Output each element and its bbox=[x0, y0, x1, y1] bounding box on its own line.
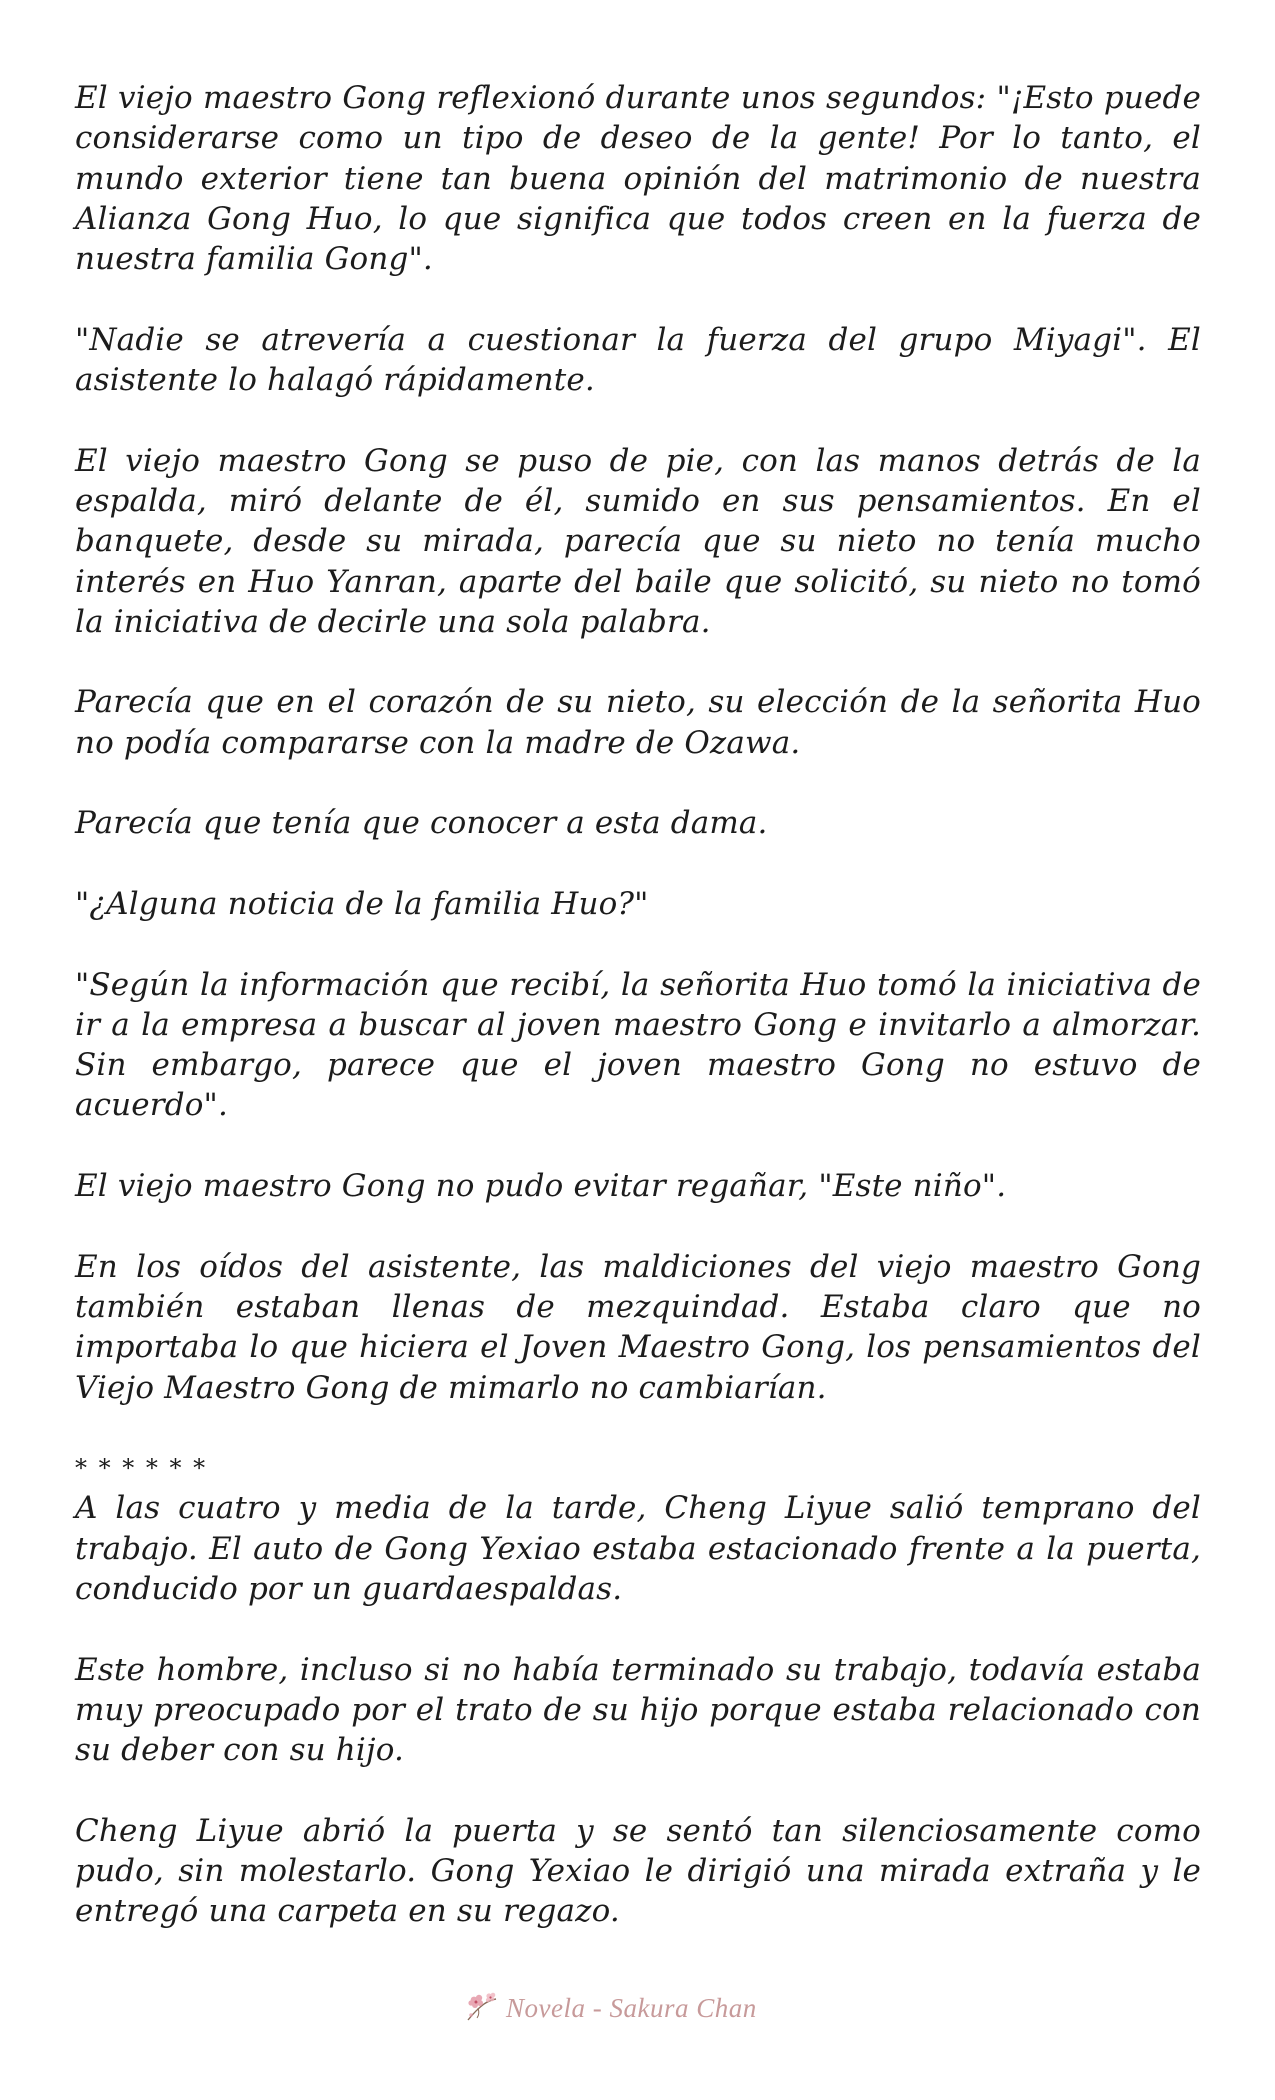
paragraph-11: Este hombre, incluso si no había terminado su trabajo, todavía estaba muy preocupado por el trato de su hijo porque estaba relacionado con su deber con su hijo. bbox=[75, 1651, 1201, 1769]
paragraph-gap bbox=[75, 763, 1201, 803]
paragraph-3: El viejo maestro Gong se puso de pie, con las manos detrás de la espalda, miró delante de él, sumido en sus pensamientos. En el banquete, desde su mirada, parecía que su nieto no tenía mucho interés en Huo Yanran, aparte del baile que solicitó, su nieto no tomó la iniciativa de decirle una sola palabra. bbox=[75, 442, 1201, 640]
scene-separator: * * * * * * bbox=[75, 1454, 208, 1483]
watermark-text: Novela - Sakura Chan bbox=[506, 1992, 757, 2023]
paragraph-gap bbox=[75, 400, 1201, 440]
paragraph-5: Parecía que tenía que conocer a esta dama. bbox=[75, 805, 768, 842]
paragraph-gap bbox=[75, 642, 1201, 682]
sakura-blossom-icon bbox=[462, 1990, 502, 2026]
paragraph-gap bbox=[75, 279, 1201, 319]
paragraph-12: Cheng Liyue abrió la puerta y se sentó tan silenciosamente como pudo, sin molestarlo. Gong Yexiao le dirigió una mirada extraña y le entregó una carpeta en su regazo. bbox=[75, 1812, 1201, 1930]
watermark bbox=[462, 1988, 842, 2028]
paragraph-9: En los oídos del asistente, las maldiciones del viejo maestro Gong también estaban llenas de mezquindad. Estaba claro que no importaba lo que hiciera el Joven Maestro Gong, los pensamientos del Viejo Maestro Gong de mimarlo no cambiarían. bbox=[75, 1248, 1201, 1406]
paragraph-1: El viejo maestro Gong reflexionó durante unos segundos: "¡Esto puede considerarse como un tipo de deseo de la gente! Por lo tanto, el mundo exterior tiene tan buena opinión del matrimonio de nuestra Alianza Gong Huo, lo que significa que todos creen en la fuerza de nuestra familia Gong". bbox=[75, 80, 1201, 278]
document-body bbox=[75, 78, 1201, 1932]
paragraph-2: "Nadie se atrevería a cuestionar la fuerza del grupo Miyagi". El asistente lo halagó rápidamente. bbox=[75, 321, 1201, 399]
paragraph-gap bbox=[75, 844, 1201, 884]
paragraph-gap bbox=[75, 1609, 1201, 1649]
paragraph-7: "Según la información que recibí, la señorita Huo tomó la iniciativa de ir a la empresa a buscar al joven maestro Gong e invitarlo a almorzar. Sin embargo, parece que el joven maestro Gong no estuvo de acuerdo". bbox=[75, 966, 1201, 1124]
paragraph-10: A las cuatro y media de la tarde, Cheng Liyue salió temprano del trabajo. El auto de Gong Yexiao estaba estacionado frente a la puerta, conducido por un guardaespaldas. bbox=[75, 1490, 1201, 1607]
paragraph-gap bbox=[75, 1206, 1201, 1246]
paragraph-8: El viejo maestro Gong no pudo evitar regañar, "Este niño". bbox=[75, 1168, 1007, 1205]
paragraph-4: Parecía que en el corazón de su nieto, su elección de la señorita Huo no podía compararse con la madre de Ozawa. bbox=[75, 684, 1201, 761]
paragraph-gap bbox=[75, 1126, 1201, 1166]
paragraph-6: "¿Alguna noticia de la familia Huo?" bbox=[75, 885, 649, 922]
paragraph-gap bbox=[75, 924, 1201, 964]
paragraph-gap bbox=[75, 1408, 1201, 1448]
paragraph-gap bbox=[75, 1770, 1201, 1810]
